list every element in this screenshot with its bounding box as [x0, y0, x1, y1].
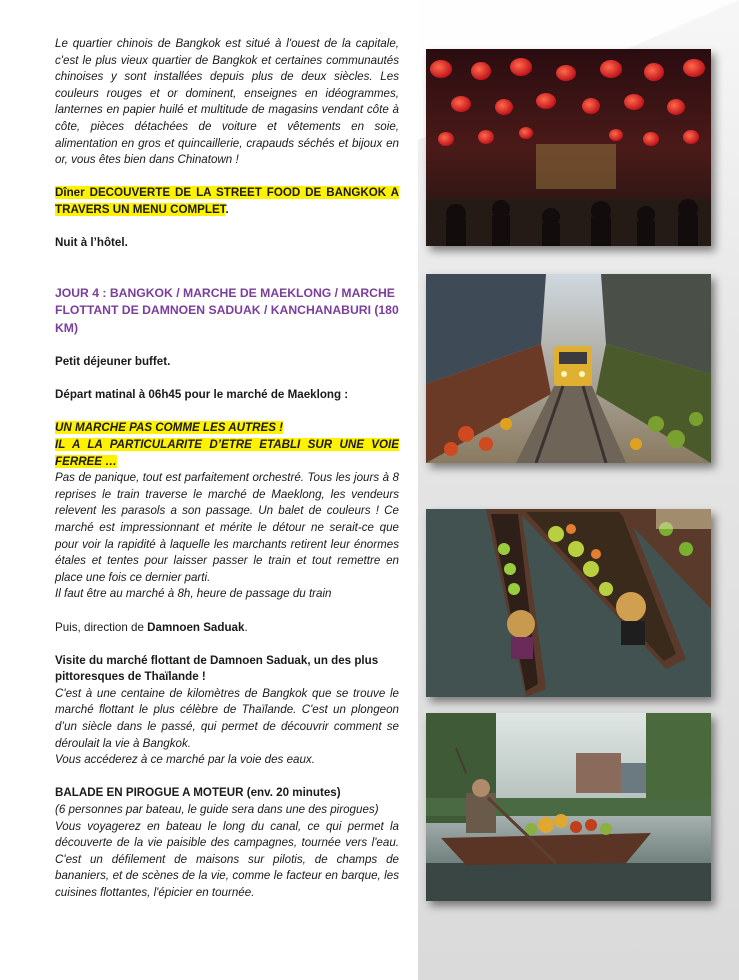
visit-title: Visite du marché flottant de Damnoen Saduak, un des plus pittoresques de Thaïlande !: [55, 653, 379, 684]
highlight-1: UN MARCHE PAS COMME LES AUTRES !: [55, 421, 284, 435]
chinatown-photo: [426, 49, 711, 246]
then-prefix: Puis, direction de: [55, 620, 148, 634]
breakfast-line: Petit déjeuner buffet.: [55, 355, 171, 368]
text-column: [55, 36, 399, 902]
boat-title: BALADE EN PIROGUE A MOTEUR (env. 20 minutes): [55, 786, 341, 800]
maeklong-time: Il faut être au marché à 8h, heure de passage du train: [55, 587, 332, 601]
dinner-end: .: [225, 202, 229, 216]
visit-access: Vous accéderez à ce marché par la voie des eaux.: [55, 753, 315, 767]
boat-description: Vous voyagerez en bateau le long du canal, ce qui permet la découverte de la vie paisible des campagnes, tournée vers l'eau. C'est un défilement de maisons sur pilotis, de champs de bananiers, et de scènes de la vie, comme le facteur en barque, les cuisines flottantes, l'épicier en tournée.: [55, 819, 399, 899]
highlight-2: IL A LA PARTICULARITE D’ETRE ETABLI SUR UNE VOIE FERREE …: [55, 437, 399, 468]
floating-market-aerial-photo: [426, 509, 711, 697]
then-line: [55, 620, 399, 637]
maeklong-description: Pas de panique, tout est parfaitement orchestré. Tous les jours à 8 reprises le train traverse le marché de Maeklong, les vendeurs relevent les parasols a son passage. Un balet de couleurs ! Ce marché est impressionnant et mérite le détour ne serait-ce que pour voir la rapidité à laquelle les marchants retirent leur énormes étales et tentes pour laisser passer le train et tout remettre en place une fois ce dernier parti.: [55, 471, 399, 584]
day4-title: JOUR 4 : BANGKOK / MARCHE DE MAEKLONG / MARCHE FLOTTANT DE DAMNOEN SADUAK / KANCHANABURI (180 KM): [55, 285, 399, 335]
highlight-block: [55, 420, 399, 470]
visit-description: C'est à une centaine de kilomètres de Bangkok que se trouve le marché flottant le plus célèbre de Thaïlande. C'est un plongeon d’un siècle dans le passé, qui permet de découvrir comment se déroulait la vie à Bangkok.: [55, 686, 399, 750]
boat-group: (6 personnes par bateau, le guide sera dans une des pirogues): [55, 803, 379, 817]
canal-boat-photo: [426, 713, 711, 901]
then-place: Damnoen Saduak: [147, 620, 245, 634]
chinatown-paragraph: Le quartier chinois de Bangkok est situé à l'ouest de la capitale, c'est le plus vieux quartier de Bangkok et certaines communautés chinoises y sont installées depuis plus de deux siècles. Les couleurs rouges et or dominent, enseignes en idéogrammes, lanternes en papier huilé et multitude de magasins vendant côte à côte, pièces détachées de voiture et vêtements en soie, alimentation en gros et quincaillerie, crapauds séchés et bijoux en or, vous êtes bien dans Chinatown !: [55, 37, 399, 167]
dinner-highlight: Dîner DECOUVERTE DE LA STREET FOOD DE BANGKOK A TRAVERS UN MENU COMPLET: [55, 186, 399, 216]
departure-line: Départ matinal à 06h45 pour le marché de Maeklong :: [55, 388, 349, 402]
dinner-line: [55, 185, 399, 218]
then-suffix: .: [244, 620, 248, 634]
night-line: Nuit à l’hôtel.: [55, 236, 128, 250]
maeklong-railway-photo: [426, 274, 711, 463]
